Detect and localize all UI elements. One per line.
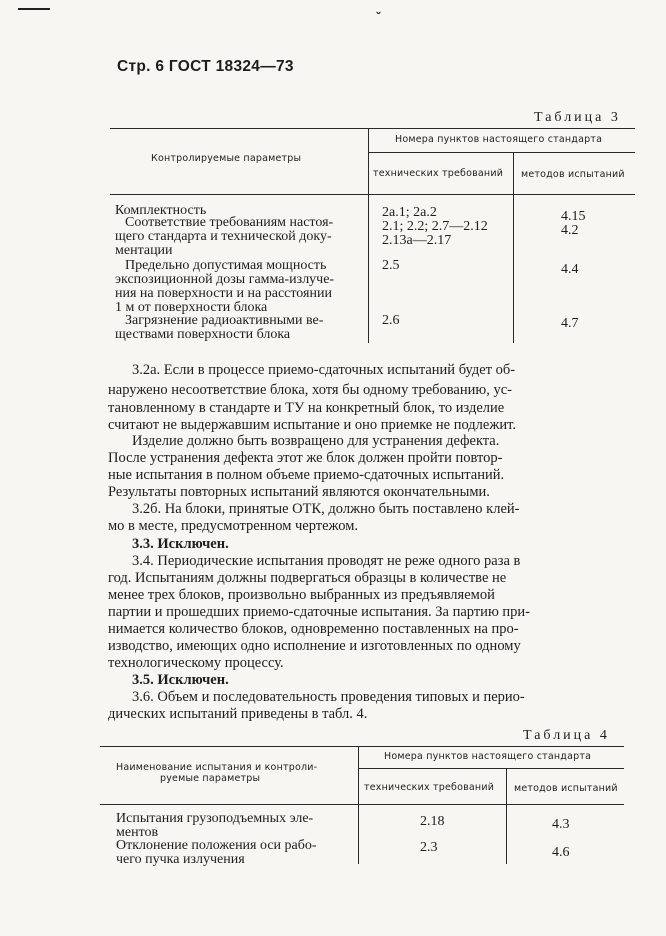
paragraph-3-2a-line: наружено несоответствие блока, хотя бы одному требованию, ус- (108, 382, 512, 398)
table-4-group-rule (358, 768, 624, 769)
paragraph-3-2a-line: тановленному в стандарте и ТУ на конкретный блок, то изделие (108, 400, 505, 416)
paragraph-3-4-line: 3.4. Периодические испытания проводят не реже одного раза в (132, 553, 521, 569)
table-3-header-params: Контролируемые параметры (151, 153, 302, 164)
paragraph-3-6-line: 3.6. Объем и последовательность проведения типовых и перио- (132, 689, 525, 705)
paragraph-defect-line: Результаты повторных испытаний являются окончательными. (108, 484, 490, 500)
paragraph-defect-line: Изделие должно быть возвращено для устранения дефекта. (132, 433, 500, 449)
table-4-header-rule (100, 804, 624, 805)
table-4-header-tech: технических требований (364, 782, 495, 793)
paragraph-3-5: 3.5. Исключен. (132, 672, 229, 688)
table-3-header-methods: методов испытаний (521, 169, 625, 180)
table-3-r3-param-line4: 1 м от поверхности блока (115, 300, 268, 315)
paragraph-3-4-line: партии и прошедших приемо-сдаточные испытания. За партию при- (108, 604, 530, 620)
table-3-r4-param-line2: ществами поверхности блока (115, 327, 291, 342)
paragraph-3-4-line: менее трех блоков, произвольно выбранных из предъявляемой (108, 587, 495, 603)
table-3-r2-tech-line1: 2.1; 2.2; 2.7—2.12 (382, 219, 488, 234)
table-3-r2-method: 4.2 (561, 223, 579, 238)
paragraph-3-2a-line: 3.2а. Если в процессе приемо-сдаточных испытаний будет об- (132, 362, 516, 378)
table-3-header-rule (110, 194, 635, 195)
table-4-r2-method: 4.6 (552, 845, 570, 860)
table-3-r4-param-line1: Загрязнение радиоактивными ве- (125, 313, 324, 328)
paragraph-3-4-line: изводство, имеющих одно исполнение и изготовленных по одному (108, 638, 521, 654)
table-4-caption: Таблица 4 (523, 728, 610, 743)
paragraph-defect-line: После устранения дефекта этот же блок должен пройти повтор- (108, 450, 503, 466)
table-3-r2-tech-line2: 2.13а—2.17 (382, 233, 452, 248)
table-3-col-divider-2 (513, 152, 514, 343)
table-4-r2-param-line1: Отклонение положения оси рабо- (116, 838, 317, 853)
table-3-r2-param-line1: Соответствие требованиям настоя- (125, 215, 334, 230)
table-4-r1-method: 4.3 (552, 817, 570, 832)
table-3-r3-param-line2: экспозиционной дозы гамма-излуче- (115, 272, 335, 287)
table-3-r1-tech: 2а.1; 2а.2 (382, 205, 437, 220)
paragraph-defect-line: ные испытания в полном объеме приемо-сдаточных испытаний. (108, 467, 505, 483)
table-3-r3-method: 4.4 (561, 262, 579, 277)
table-3-r1-method: 4.15 (561, 209, 586, 224)
paragraph-3-6-line: дических испытаний приведены в табл. 4. (108, 706, 368, 722)
paragraph-3-4-line: нимается количество блоков, одновременно поставленных на про- (108, 621, 519, 637)
table-3-top-rule (110, 128, 635, 129)
paragraph-3-4-line: технологическому процессу. (108, 655, 284, 671)
table-4-header-methods: методов испытаний (514, 783, 618, 794)
table-3-r2-param-line2: щего стандарта и технической доку- (115, 229, 332, 244)
corner-dash-mark (18, 8, 50, 10)
table-4-r1-param-line2: ментов (116, 825, 159, 840)
table-3-r4-tech: 2.6 (382, 313, 400, 328)
table-3-group-rule (368, 152, 635, 153)
table-4-header-params-line2: руемые параметры (160, 773, 261, 784)
table-3-col-divider-1 (368, 128, 369, 343)
top-tick-mark: ˇ (376, 10, 381, 26)
table-3-r3-param-line1: Предельно допустимая мощность (125, 258, 327, 273)
paragraph-3-2b-line: мо в месте, предусмотренном чертежом. (108, 518, 358, 534)
table-4-top-rule (100, 746, 624, 747)
paragraph-3-2a-line: считают не выдержавшим испытание и оно приемке не подлежит. (108, 417, 516, 433)
table-3-caption: Таблица 3 (534, 110, 621, 125)
table-3-r1-param: Комплектность (115, 203, 207, 218)
table-4-r1-tech: 2.18 (420, 814, 445, 829)
table-4-col-divider-1 (358, 746, 359, 864)
table-4-r2-param-line2: чего пучка излучения (116, 852, 245, 867)
table-3-r3-param-line3: ния на поверхности и на расстоянии (115, 286, 332, 301)
table-4-r2-tech: 2.3 (420, 840, 438, 855)
page-header: Стр. 6 ГОСТ 18324—73 (117, 58, 294, 75)
table-4-r1-param-line1: Испытания грузоподъемных эле- (116, 811, 314, 826)
table-3-r3-tech: 2.5 (382, 258, 400, 273)
table-3-r2-param-line3: ментации (115, 243, 173, 258)
table-3-r4-method: 4.7 (561, 316, 579, 331)
table-4-header-group: Номера пунктов настоящего стандарта (384, 751, 592, 762)
paragraph-3-3: 3.3. Исключен. (132, 536, 229, 552)
table-3-header-tech: технических требований (373, 168, 504, 179)
paragraph-3-4-line: год. Испытаниям должны подвергаться образцы в количестве не (108, 570, 507, 586)
table-3-header-group: Номера пунктов настоящего стандарта (395, 134, 603, 145)
paragraph-3-2b-line: 3.2б. На блоки, принятые ОТК, должно быть поставлено клей- (132, 501, 520, 517)
table-4-header-params-line1: Наименование испытания и контроли- (116, 762, 318, 773)
table-4-col-divider-2 (506, 768, 507, 864)
